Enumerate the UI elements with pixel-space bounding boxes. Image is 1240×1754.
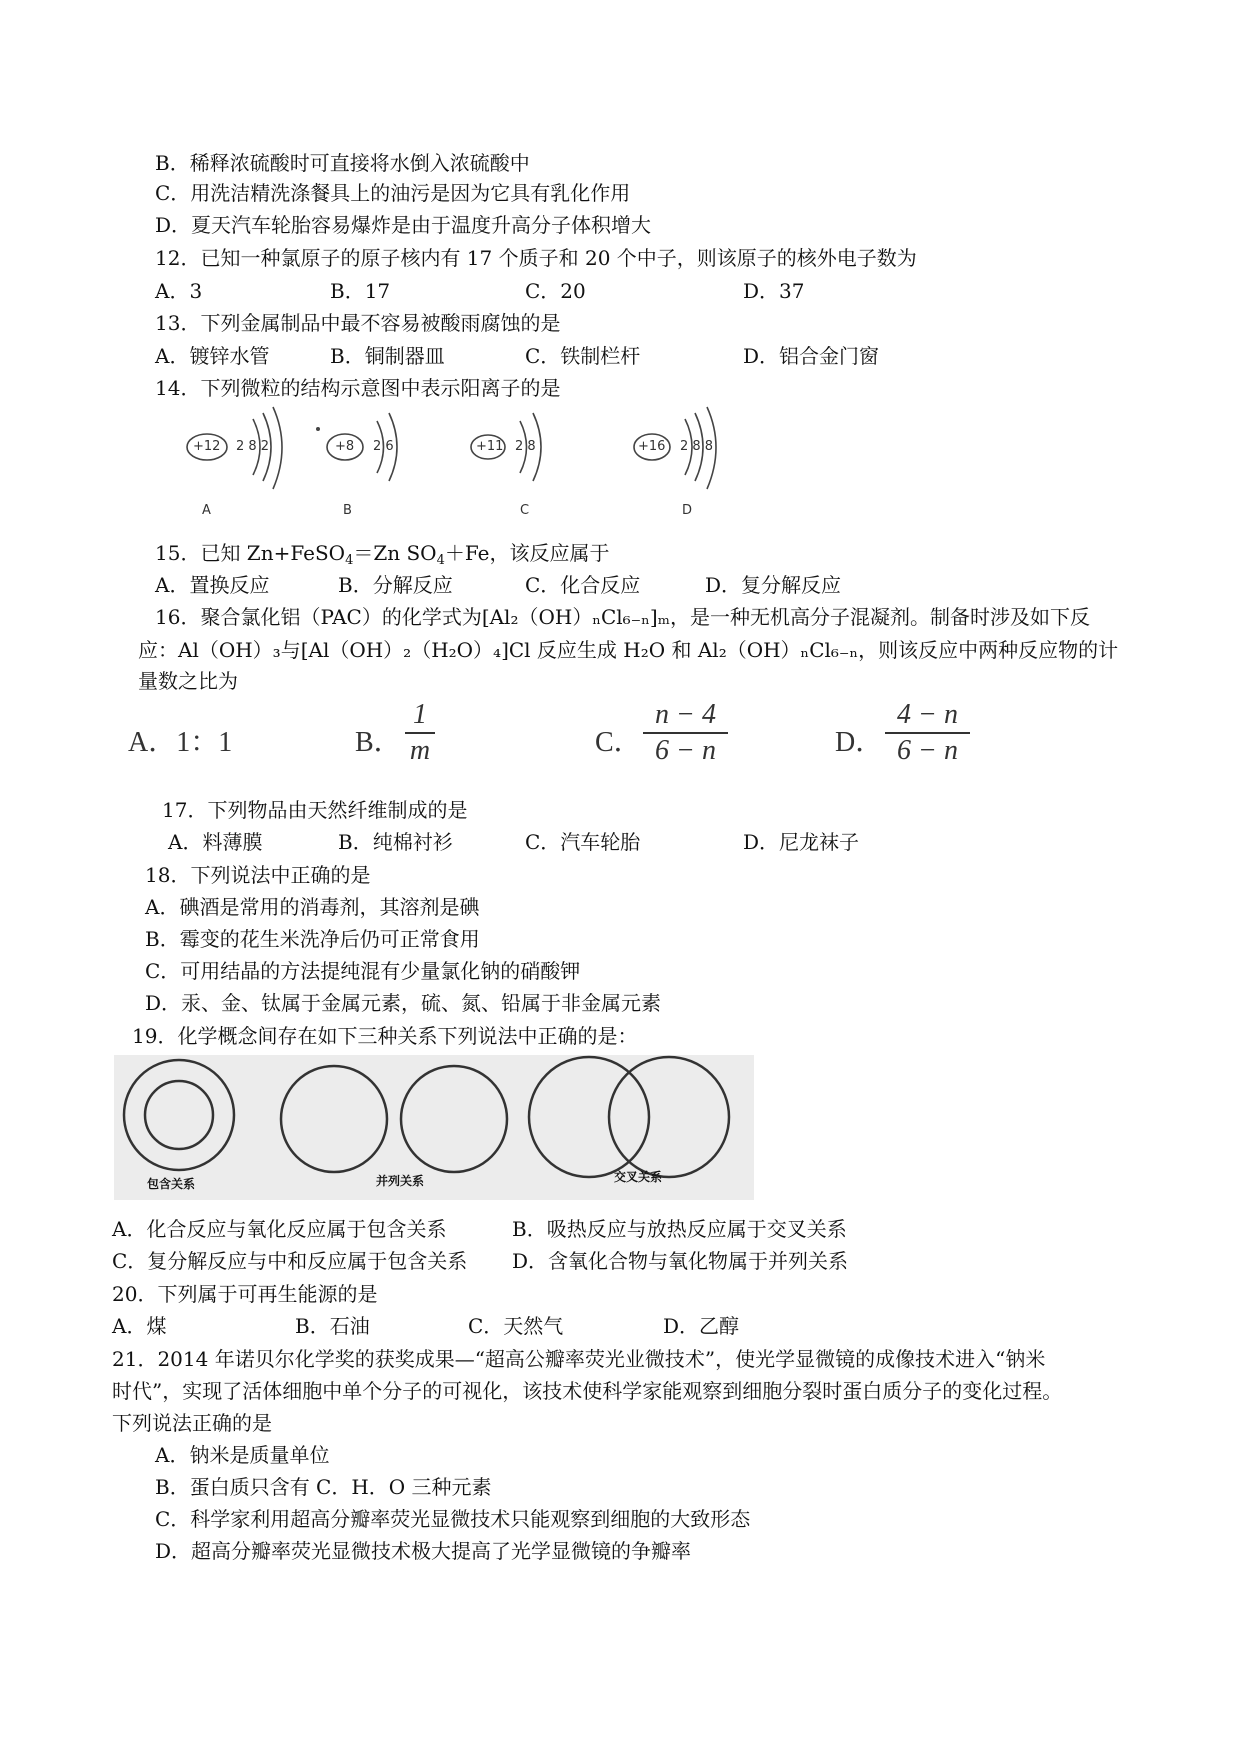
q16-b-denominator: m <box>409 735 431 766</box>
q15-option-c: C．化合反应 <box>525 573 641 597</box>
q13-option-a: A．镀锌水管 <box>155 344 270 368</box>
q16-option-d-letter: D． <box>835 727 884 758</box>
q13-option-d: D．铝合金门窗 <box>743 344 880 368</box>
atom-c-label: C <box>520 503 530 518</box>
q18-option-c: C．可用结晶的方法提纯混有少量氯化钠的硝酸钾 <box>145 959 581 983</box>
q17-option-d: D．尼龙袜子 <box>743 830 860 854</box>
q16-option-b-letter: B． <box>355 727 402 758</box>
atom-b-label: B <box>343 503 352 518</box>
q21-option-d: D．超高分瓣率荧光显微技术极大提高了光学显微镜的争瓣率 <box>155 1539 692 1563</box>
q16-option-c-fraction <box>643 700 728 766</box>
q21-option-b: B．蛋白质只含有 C．H．O 三种元素 <box>155 1475 492 1499</box>
q12-stem: 12．已知一种氯原子的原子核内有 17 个质子和 20 个中子，则该原子的核外电子数为 <box>155 246 917 270</box>
q21-line2: 时代”，实现了活体细胞中单个分子的可视化，该技术使科学家能观察到细胞分裂时蛋白质分子的变化过程。 <box>112 1379 1063 1403</box>
q20-stem: 20．下列属于可再生能源的是 <box>112 1282 378 1306</box>
q16-option-c-letter: C． <box>595 727 642 758</box>
q16-d-denominator: 6 − n <box>897 735 958 766</box>
q13-option-c: C．铁制栏杆 <box>525 344 641 368</box>
q18-option-b: B．霉变的花生米洗净后仍可正常食用 <box>145 927 480 951</box>
q17-option-c: C．汽车轮胎 <box>525 830 641 854</box>
q15-option-b: B．分解反应 <box>338 573 453 597</box>
q20-option-a: A．煤 <box>112 1314 167 1338</box>
q12-option-a: A．3 <box>155 279 203 303</box>
q16-option-b-fraction <box>405 700 435 766</box>
q15-option-a: A．置换反应 <box>155 573 270 597</box>
q16-option-d-fraction <box>885 700 970 766</box>
relation-contain-label: 包含关系 <box>147 1177 196 1191</box>
q19-option-a: A．化合反应与氧化反应属于包含关系 <box>112 1217 447 1241</box>
atom-a-shells: 2 8 2 <box>236 439 270 454</box>
q15-stem: 15．已知 Zn+FeSO$_4$＝Zn $SO_4+Fe$，该反应属于 <box>155 541 610 568</box>
q16-line2: 应：Al（OH）₃与[Al（OH）₂（H₂O）₄]Cl 反应生成 H₂O 和 Al₂（OH）ₙCl₆₋ₙ，则该反应中两种反应物的计 <box>138 638 1119 662</box>
q21-option-c: C．科学家利用超高分瓣率荧光显微技术只能观察到细胞的大致形态 <box>155 1507 751 1531</box>
relation-parallel-label: 并列关系 <box>376 1174 425 1188</box>
q20-option-c: C．天然气 <box>468 1314 564 1338</box>
q19-stem: 19．化学概念间存在如下三种关系下列说法中正确的是： <box>132 1024 638 1048</box>
q13-stem: 13．下列金属制品中最不容易被酸雨腐蚀的是 <box>155 311 561 335</box>
q17-stem: 17．下列物品由天然纤维制成的是 <box>162 798 468 822</box>
q16-d-numerator: 4 − n <box>897 699 958 730</box>
q16-c-denominator: 6 − n <box>655 735 716 766</box>
q17-option-a: A．料薄膜 <box>168 830 263 854</box>
q15-option-d: D．复分解反应 <box>705 573 842 597</box>
q18-option-d: D．汞、金、钛属于金属元素，硫、氮、铅属于非金属元素 <box>145 991 662 1015</box>
atom-a-label: A <box>202 503 211 518</box>
q18-option-a: A．碘酒是常用的消毒剂，其溶剂是碘 <box>145 895 480 919</box>
concept-relation-diagram <box>114 1055 754 1200</box>
q19-option-d: D．含氧化合物与氧化物属于并列关系 <box>512 1249 849 1273</box>
atom-a-nucleus: +12 <box>193 439 221 454</box>
q19-option-b: B．吸热反应与放热反应属于交叉关系 <box>512 1217 847 1241</box>
q12-option-b: B．17 <box>330 279 391 303</box>
relation-cross-label: 交叉关系 <box>614 1170 663 1184</box>
q11-option-b: B．稀释浓硫酸时可直接将水倒入浓硫酸中 <box>155 151 530 175</box>
atom-d-nucleus: +16 <box>638 439 666 454</box>
q18-stem: 18．下列说法中正确的是 <box>145 863 371 887</box>
q19-option-c: C．复分解反应与中和反应属于包含关系 <box>112 1249 468 1273</box>
q16-b-numerator: 1 <box>413 699 427 730</box>
atom-c-shells: 2 8 <box>515 439 536 454</box>
atom-b-nucleus: +8 <box>335 439 355 454</box>
q12-option-c: C．20 <box>525 279 586 303</box>
atom-b-shells: 2 6 <box>373 439 394 454</box>
q12-option-d: D．37 <box>743 279 805 303</box>
q17-option-b: B．纯棉衬衫 <box>338 830 453 854</box>
q16-line3: 量数之比为 <box>138 669 238 693</box>
q11-option-d: D．夏天汽车轮胎容易爆炸是由于温度升高分子体积增大 <box>155 213 652 237</box>
atom-structure-diagrams <box>175 405 795 520</box>
atom-d-label: D <box>682 503 693 518</box>
q21-line3: 下列说法正确的是 <box>112 1411 272 1435</box>
q13-option-b: B．铜制器皿 <box>330 344 445 368</box>
q21-line1: 21．2014 年诺贝尔化学奖的获奖成果—“超高公瓣率荧光业微技术”，使光学显微镜的成像技术进入“钠米 <box>112 1347 1046 1371</box>
q20-option-d: D．乙醇 <box>663 1314 740 1338</box>
q16-option-a: A．1：1 <box>128 727 233 758</box>
q11-option-c: C．用洗洁精洗涤餐具上的油污是因为它具有乳化作用 <box>155 181 631 205</box>
q16-c-numerator: n − 4 <box>655 699 716 730</box>
q14-stem: 14．下列微粒的结构示意图中表示阳离子的是 <box>155 376 561 400</box>
atom-d-shells: 2 8 8 <box>680 439 714 454</box>
q20-option-b: B．石油 <box>295 1314 370 1338</box>
atom-c-nucleus: +11 <box>476 439 504 454</box>
q21-option-a: A．钠米是质量单位 <box>155 1443 330 1467</box>
q16-line1: 16．聚合氯化铝（PAC）的化学式为[Al₂（OH）ₙCl₆₋ₙ]ₘ，是一种无机高分子混凝剂。制备时涉及如下反 <box>155 605 1090 629</box>
